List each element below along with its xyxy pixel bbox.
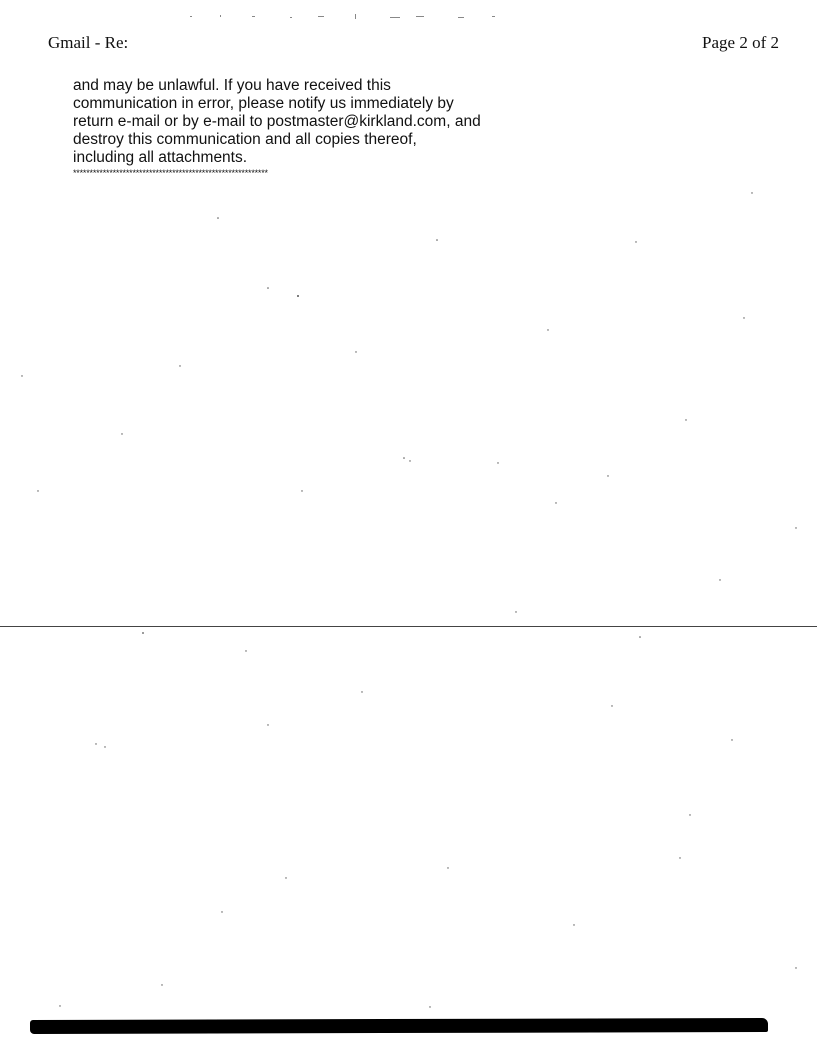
page-indicator: Page 2 of 2 (702, 33, 779, 52)
body-line: including all attachments. (73, 149, 248, 166)
body-line: destroy this communication and all copies thereof, (73, 131, 417, 148)
body-line: return e-mail or by e-mail to postmaster@kirkland.com, and (73, 113, 481, 130)
scan-edge-bar (30, 1018, 768, 1034)
body-line: communication in error, please notify us immediately by (73, 95, 454, 112)
asterisk-divider: *********************************************************** (73, 168, 268, 178)
email-subject-header: Gmail - Re: (48, 33, 129, 52)
scan-fold-line (0, 626, 817, 627)
body-line: and may be unlawful. If you have received this (73, 77, 391, 94)
scan-noise (190, 12, 550, 22)
email-body (73, 77, 543, 167)
